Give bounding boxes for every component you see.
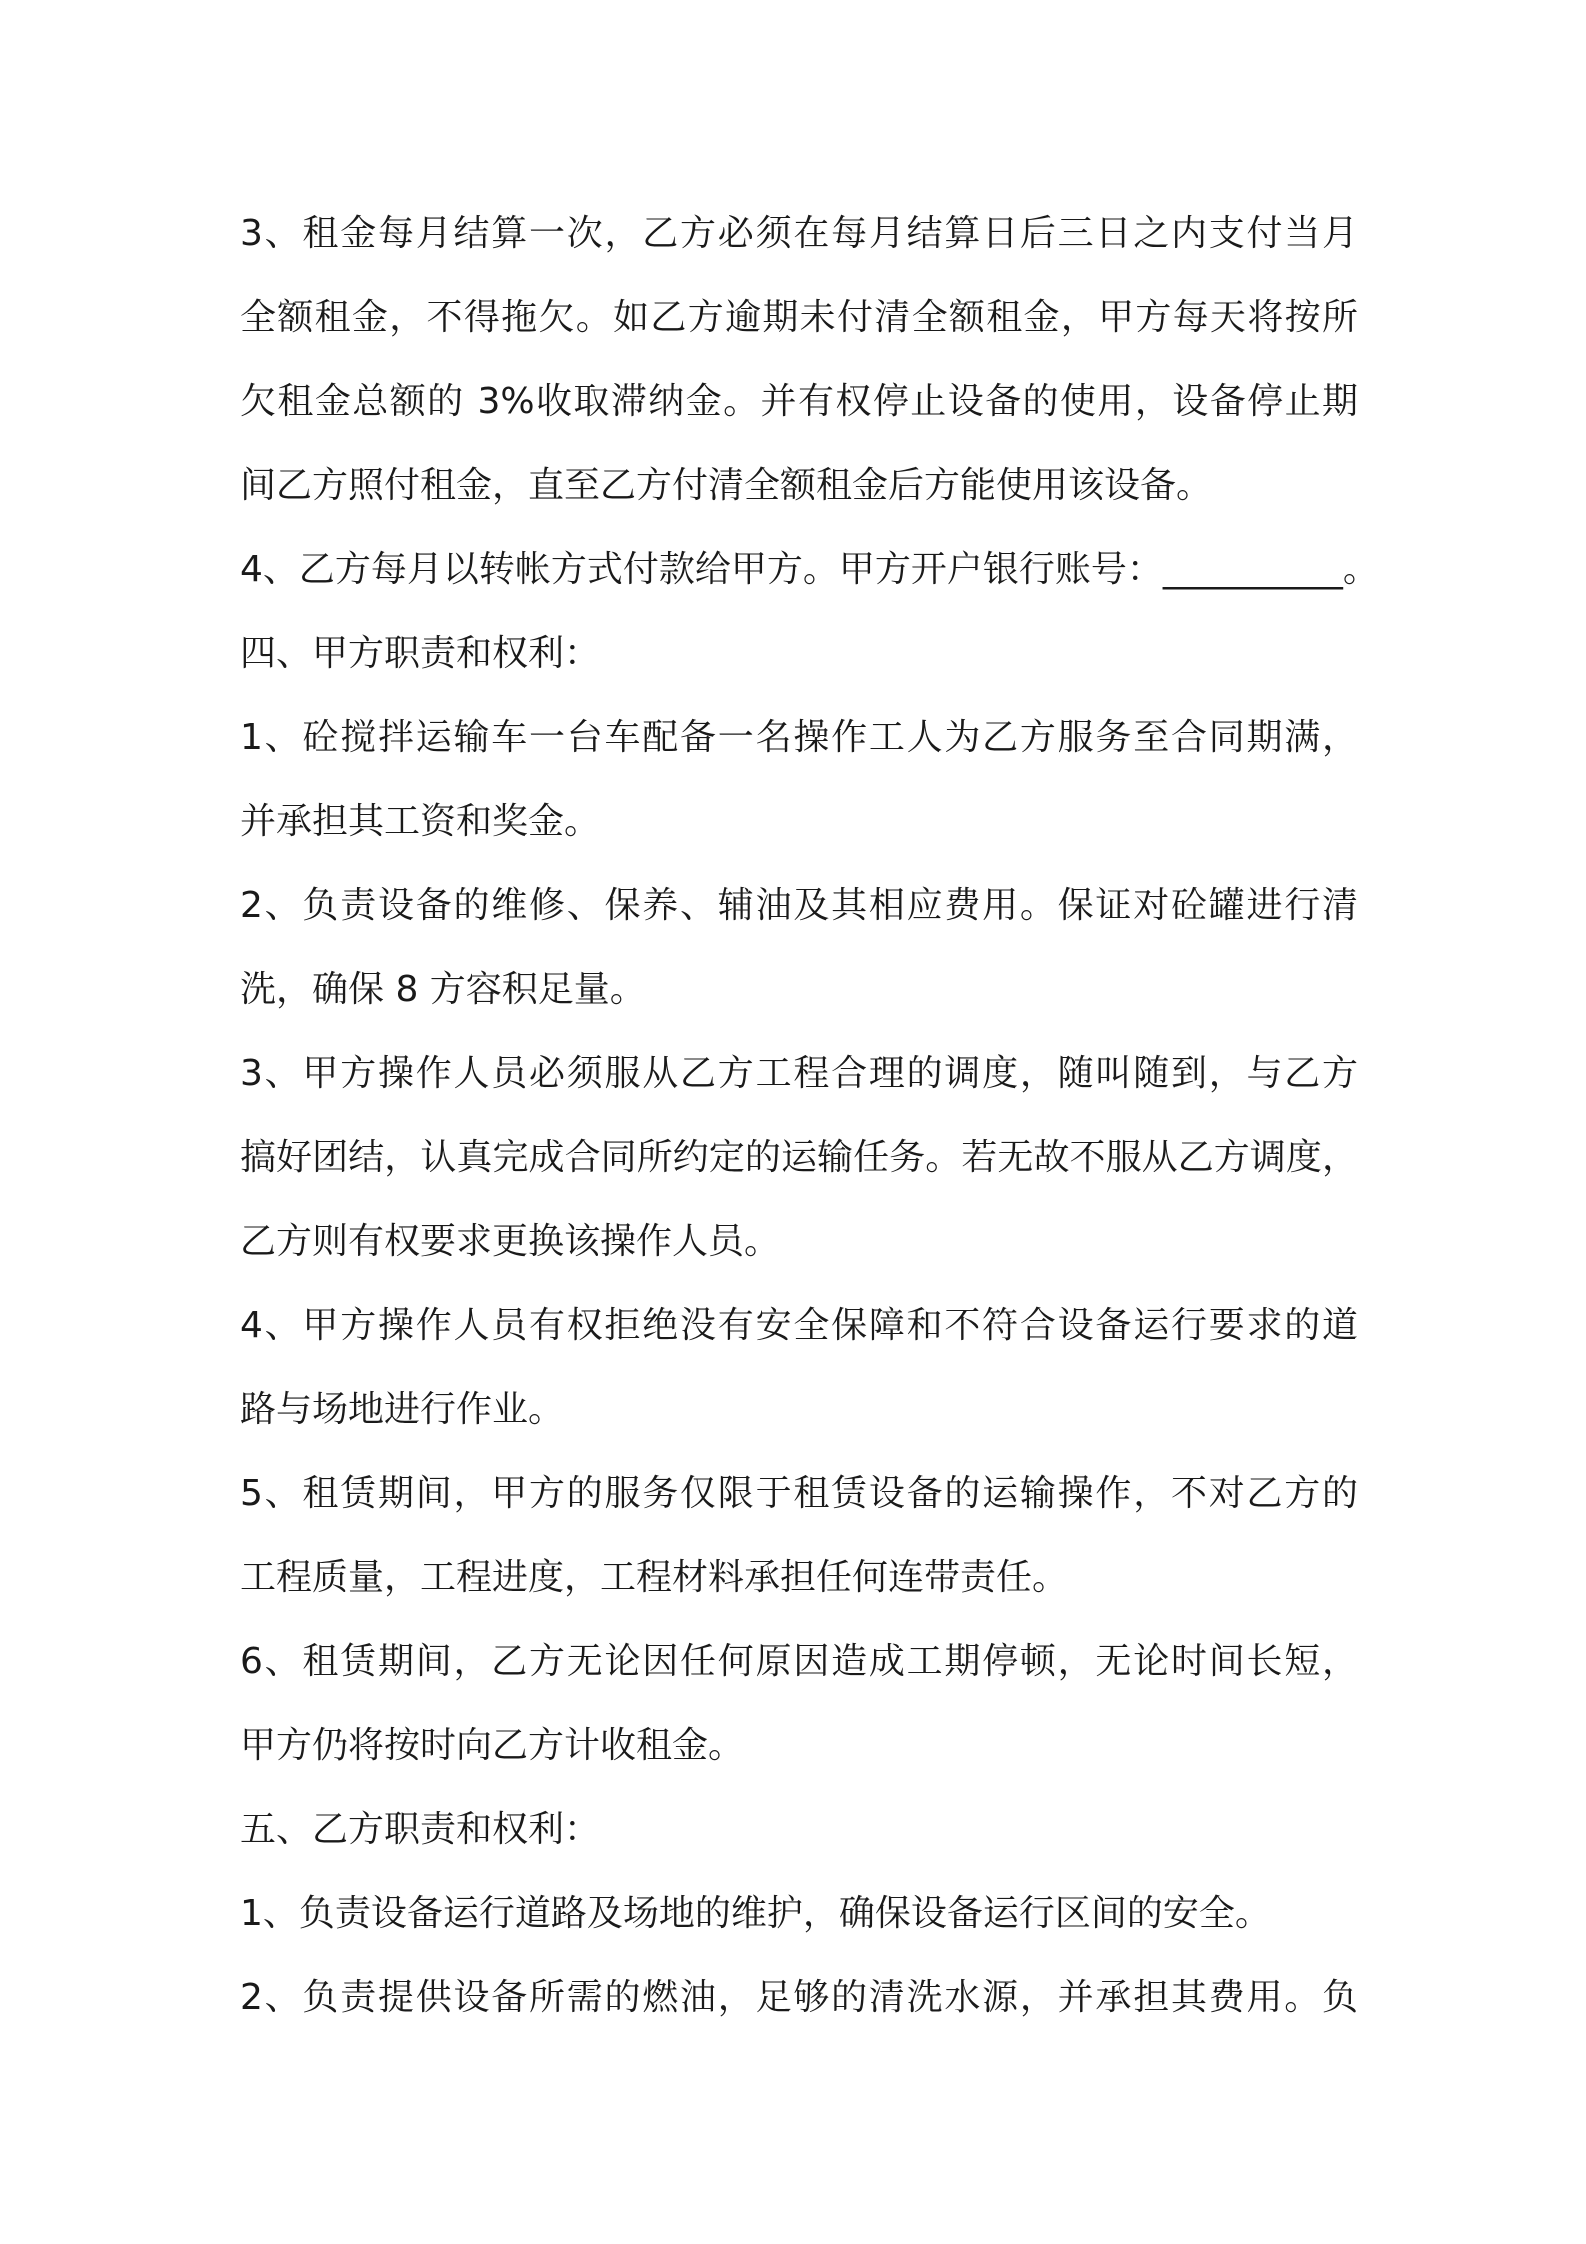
text-line: 4、甲方操作人员有权拒绝没有安全保障和不符合设备运行要求的道: [240, 1305, 1358, 1346]
text-line: 1、砼搅拌运输车一台车配备一名操作工人为乙方服务至合同期满，: [240, 717, 1358, 758]
text-line: 5、租赁期间，甲方的服务仅限于租赁设备的运输操作，不对乙方的: [240, 1473, 1358, 1514]
text-line: 2、负责提供设备所需的燃油，足够的清洗水源，并承担其费用。负: [240, 1977, 1358, 2018]
text-line: 2、负责设备的维修、保养、辅油及其相应费用。保证对砼罐进行清: [240, 885, 1358, 926]
text-line: 洗，确保 8 方容积足量。: [240, 969, 646, 1010]
text-line: 3、甲方操作人员必须服从乙方工程合理的调度，随叫随到，与乙方: [240, 1053, 1358, 1094]
text-line: 搞好团结，认真完成合同所约定的运输任务。若无故不服从乙方调度，: [240, 1137, 1358, 1178]
text-line: 全额租金，不得拖欠。如乙方逾期未付清全额租金，甲方每天将按所: [240, 297, 1358, 338]
text-line: 4、乙方每月以转帐方式付款给甲方。甲方开户银行账号：__________。: [240, 549, 1379, 590]
section-heading: 四、甲方职责和权利：: [240, 633, 601, 674]
text-line: 甲方仍将按时向乙方计收租金。: [240, 1725, 745, 1766]
text-line: 欠租金总额的 3%收取滞纳金。并有权停止设备的使用，设备停止期: [240, 381, 1358, 422]
text-line: 间乙方照付租金，直至乙方付清全额租金后方能使用该设备。: [240, 465, 1213, 506]
text-line: 1、负责设备运行道路及场地的维护，确保设备运行区间的安全。: [240, 1893, 1271, 1934]
text-line: 6、租赁期间，乙方无论因任何原因造成工期停顿，无论时间长短，: [240, 1641, 1358, 1682]
text-line: 乙方则有权要求更换该操作人员。: [240, 1221, 781, 1262]
text-line: 工程质量，工程进度，工程材料承担任何连带责任。: [240, 1557, 1069, 1598]
text-line: 3、租金每月结算一次，乙方必须在每月结算日后三日之内支付当月: [240, 213, 1358, 254]
text-line: 并承担其工资和奖金。: [240, 801, 601, 842]
text-line: 路与场地进行作业。: [240, 1389, 565, 1430]
document-body: [240, 192, 1379, 2040]
section-heading: 五、乙方职责和权利：: [240, 1809, 601, 1850]
